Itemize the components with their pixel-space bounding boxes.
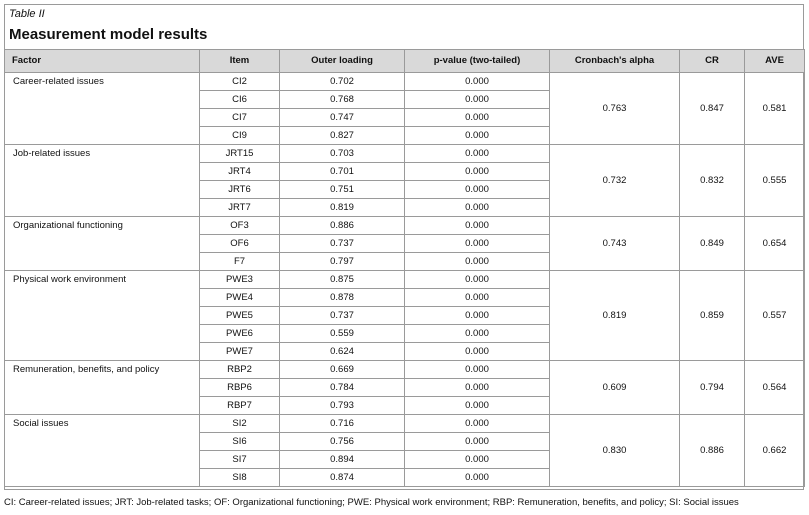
p-value-cell: 0.000 — [405, 145, 550, 163]
header-p-value: p-value (two-tailed) — [405, 50, 550, 73]
cronbach-alpha-cell: 0.609 — [550, 361, 680, 415]
item-cell: JRT7 — [200, 199, 280, 217]
outer-loading-cell: 0.737 — [280, 307, 405, 325]
table-title: Measurement model results — [9, 26, 208, 43]
p-value-cell: 0.000 — [405, 109, 550, 127]
item-cell: PWE3 — [200, 271, 280, 289]
item-cell: SI8 — [200, 469, 280, 487]
p-value-cell: 0.000 — [405, 271, 550, 289]
table-footnote: CI: Career-related issues; JRT: Job-related tasks; OF: Organizational functioning; PWE: Physical work environment; RBP: Remuneration, benefits, and policy; SI: Social issues — [4, 497, 739, 508]
factor-cell: Social issues — [5, 415, 200, 487]
cronbach-alpha-cell: 0.830 — [550, 415, 680, 487]
item-cell: PWE6 — [200, 325, 280, 343]
p-value-cell: 0.000 — [405, 307, 550, 325]
item-cell: SI6 — [200, 433, 280, 451]
table-row — [5, 217, 805, 235]
outer-loading-cell: 0.737 — [280, 235, 405, 253]
item-cell: JRT6 — [200, 181, 280, 199]
p-value-cell: 0.000 — [405, 397, 550, 415]
p-value-cell: 0.000 — [405, 91, 550, 109]
table-row — [5, 415, 805, 433]
item-cell: JRT4 — [200, 163, 280, 181]
cr-cell: 0.859 — [680, 271, 745, 361]
table-row — [5, 145, 805, 163]
outer-loading-cell: 0.751 — [280, 181, 405, 199]
p-value-cell: 0.000 — [405, 361, 550, 379]
ave-cell: 0.581 — [745, 73, 805, 145]
p-value-cell: 0.000 — [405, 379, 550, 397]
outer-loading-cell: 0.716 — [280, 415, 405, 433]
p-value-cell: 0.000 — [405, 181, 550, 199]
outer-loading-cell: 0.624 — [280, 343, 405, 361]
p-value-cell: 0.000 — [405, 343, 550, 361]
cr-cell: 0.794 — [680, 361, 745, 415]
p-value-cell: 0.000 — [405, 127, 550, 145]
outer-loading-cell: 0.793 — [280, 397, 405, 415]
table-caption: Table II — [9, 8, 45, 20]
item-cell: CI2 — [200, 73, 280, 91]
ave-cell: 0.555 — [745, 145, 805, 217]
item-cell: SI2 — [200, 415, 280, 433]
p-value-cell: 0.000 — [405, 217, 550, 235]
item-cell: CI7 — [200, 109, 280, 127]
outer-loading-cell: 0.878 — [280, 289, 405, 307]
p-value-cell: 0.000 — [405, 199, 550, 217]
outer-loading-cell: 0.874 — [280, 469, 405, 487]
table-row — [5, 271, 805, 289]
item-cell: SI7 — [200, 451, 280, 469]
item-cell: PWE4 — [200, 289, 280, 307]
item-cell: RBP6 — [200, 379, 280, 397]
cr-cell: 0.886 — [680, 415, 745, 487]
factor-cell: Career-related issues — [5, 73, 200, 145]
factor-cell: Job-related issues — [5, 145, 200, 217]
header-factor: Factor — [5, 50, 200, 73]
item-cell: PWE7 — [200, 343, 280, 361]
header-cronbach-alpha: Cronbach's alpha — [550, 50, 680, 73]
cr-cell: 0.849 — [680, 217, 745, 271]
header-item: Item — [200, 50, 280, 73]
item-cell: RBP2 — [200, 361, 280, 379]
cronbach-alpha-cell: 0.732 — [550, 145, 680, 217]
measurement-table — [4, 49, 805, 487]
outer-loading-cell: 0.827 — [280, 127, 405, 145]
cronbach-alpha-cell: 0.743 — [550, 217, 680, 271]
table-row — [5, 73, 805, 91]
outer-loading-cell: 0.701 — [280, 163, 405, 181]
header-ave: AVE — [745, 50, 805, 73]
outer-loading-cell: 0.784 — [280, 379, 405, 397]
item-cell: OF6 — [200, 235, 280, 253]
p-value-cell: 0.000 — [405, 235, 550, 253]
p-value-cell: 0.000 — [405, 325, 550, 343]
p-value-cell: 0.000 — [405, 289, 550, 307]
outer-loading-cell: 0.559 — [280, 325, 405, 343]
ave-cell: 0.557 — [745, 271, 805, 361]
table-row — [5, 361, 805, 379]
factor-cell: Organizational functioning — [5, 217, 200, 271]
item-cell: PWE5 — [200, 307, 280, 325]
cronbach-alpha-cell: 0.763 — [550, 73, 680, 145]
outer-loading-cell: 0.894 — [280, 451, 405, 469]
p-value-cell: 0.000 — [405, 415, 550, 433]
outer-loading-cell: 0.703 — [280, 145, 405, 163]
ave-cell: 0.564 — [745, 361, 805, 415]
item-cell: F7 — [200, 253, 280, 271]
outer-loading-cell: 0.756 — [280, 433, 405, 451]
cr-cell: 0.847 — [680, 73, 745, 145]
outer-loading-cell: 0.797 — [280, 253, 405, 271]
outer-loading-cell: 0.875 — [280, 271, 405, 289]
item-cell: RBP7 — [200, 397, 280, 415]
ave-cell: 0.654 — [745, 217, 805, 271]
header-cr: CR — [680, 50, 745, 73]
outer-loading-cell: 0.886 — [280, 217, 405, 235]
p-value-cell: 0.000 — [405, 451, 550, 469]
factor-cell: Physical work environment — [5, 271, 200, 361]
item-cell: OF3 — [200, 217, 280, 235]
p-value-cell: 0.000 — [405, 433, 550, 451]
p-value-cell: 0.000 — [405, 73, 550, 91]
factor-cell: Remuneration, benefits, and policy — [5, 361, 200, 415]
header-row — [5, 50, 805, 73]
p-value-cell: 0.000 — [405, 163, 550, 181]
cr-cell: 0.832 — [680, 145, 745, 217]
p-value-cell: 0.000 — [405, 253, 550, 271]
outer-loading-cell: 0.747 — [280, 109, 405, 127]
outer-loading-cell: 0.702 — [280, 73, 405, 91]
cronbach-alpha-cell: 0.819 — [550, 271, 680, 361]
outer-loading-cell: 0.768 — [280, 91, 405, 109]
ave-cell: 0.662 — [745, 415, 805, 487]
item-cell: CI9 — [200, 127, 280, 145]
p-value-cell: 0.000 — [405, 469, 550, 487]
outer-loading-cell: 0.819 — [280, 199, 405, 217]
outer-loading-cell: 0.669 — [280, 361, 405, 379]
header-outer-loading: Outer loading — [280, 50, 405, 73]
table-body — [5, 73, 805, 487]
item-cell: CI6 — [200, 91, 280, 109]
item-cell: JRT15 — [200, 145, 280, 163]
